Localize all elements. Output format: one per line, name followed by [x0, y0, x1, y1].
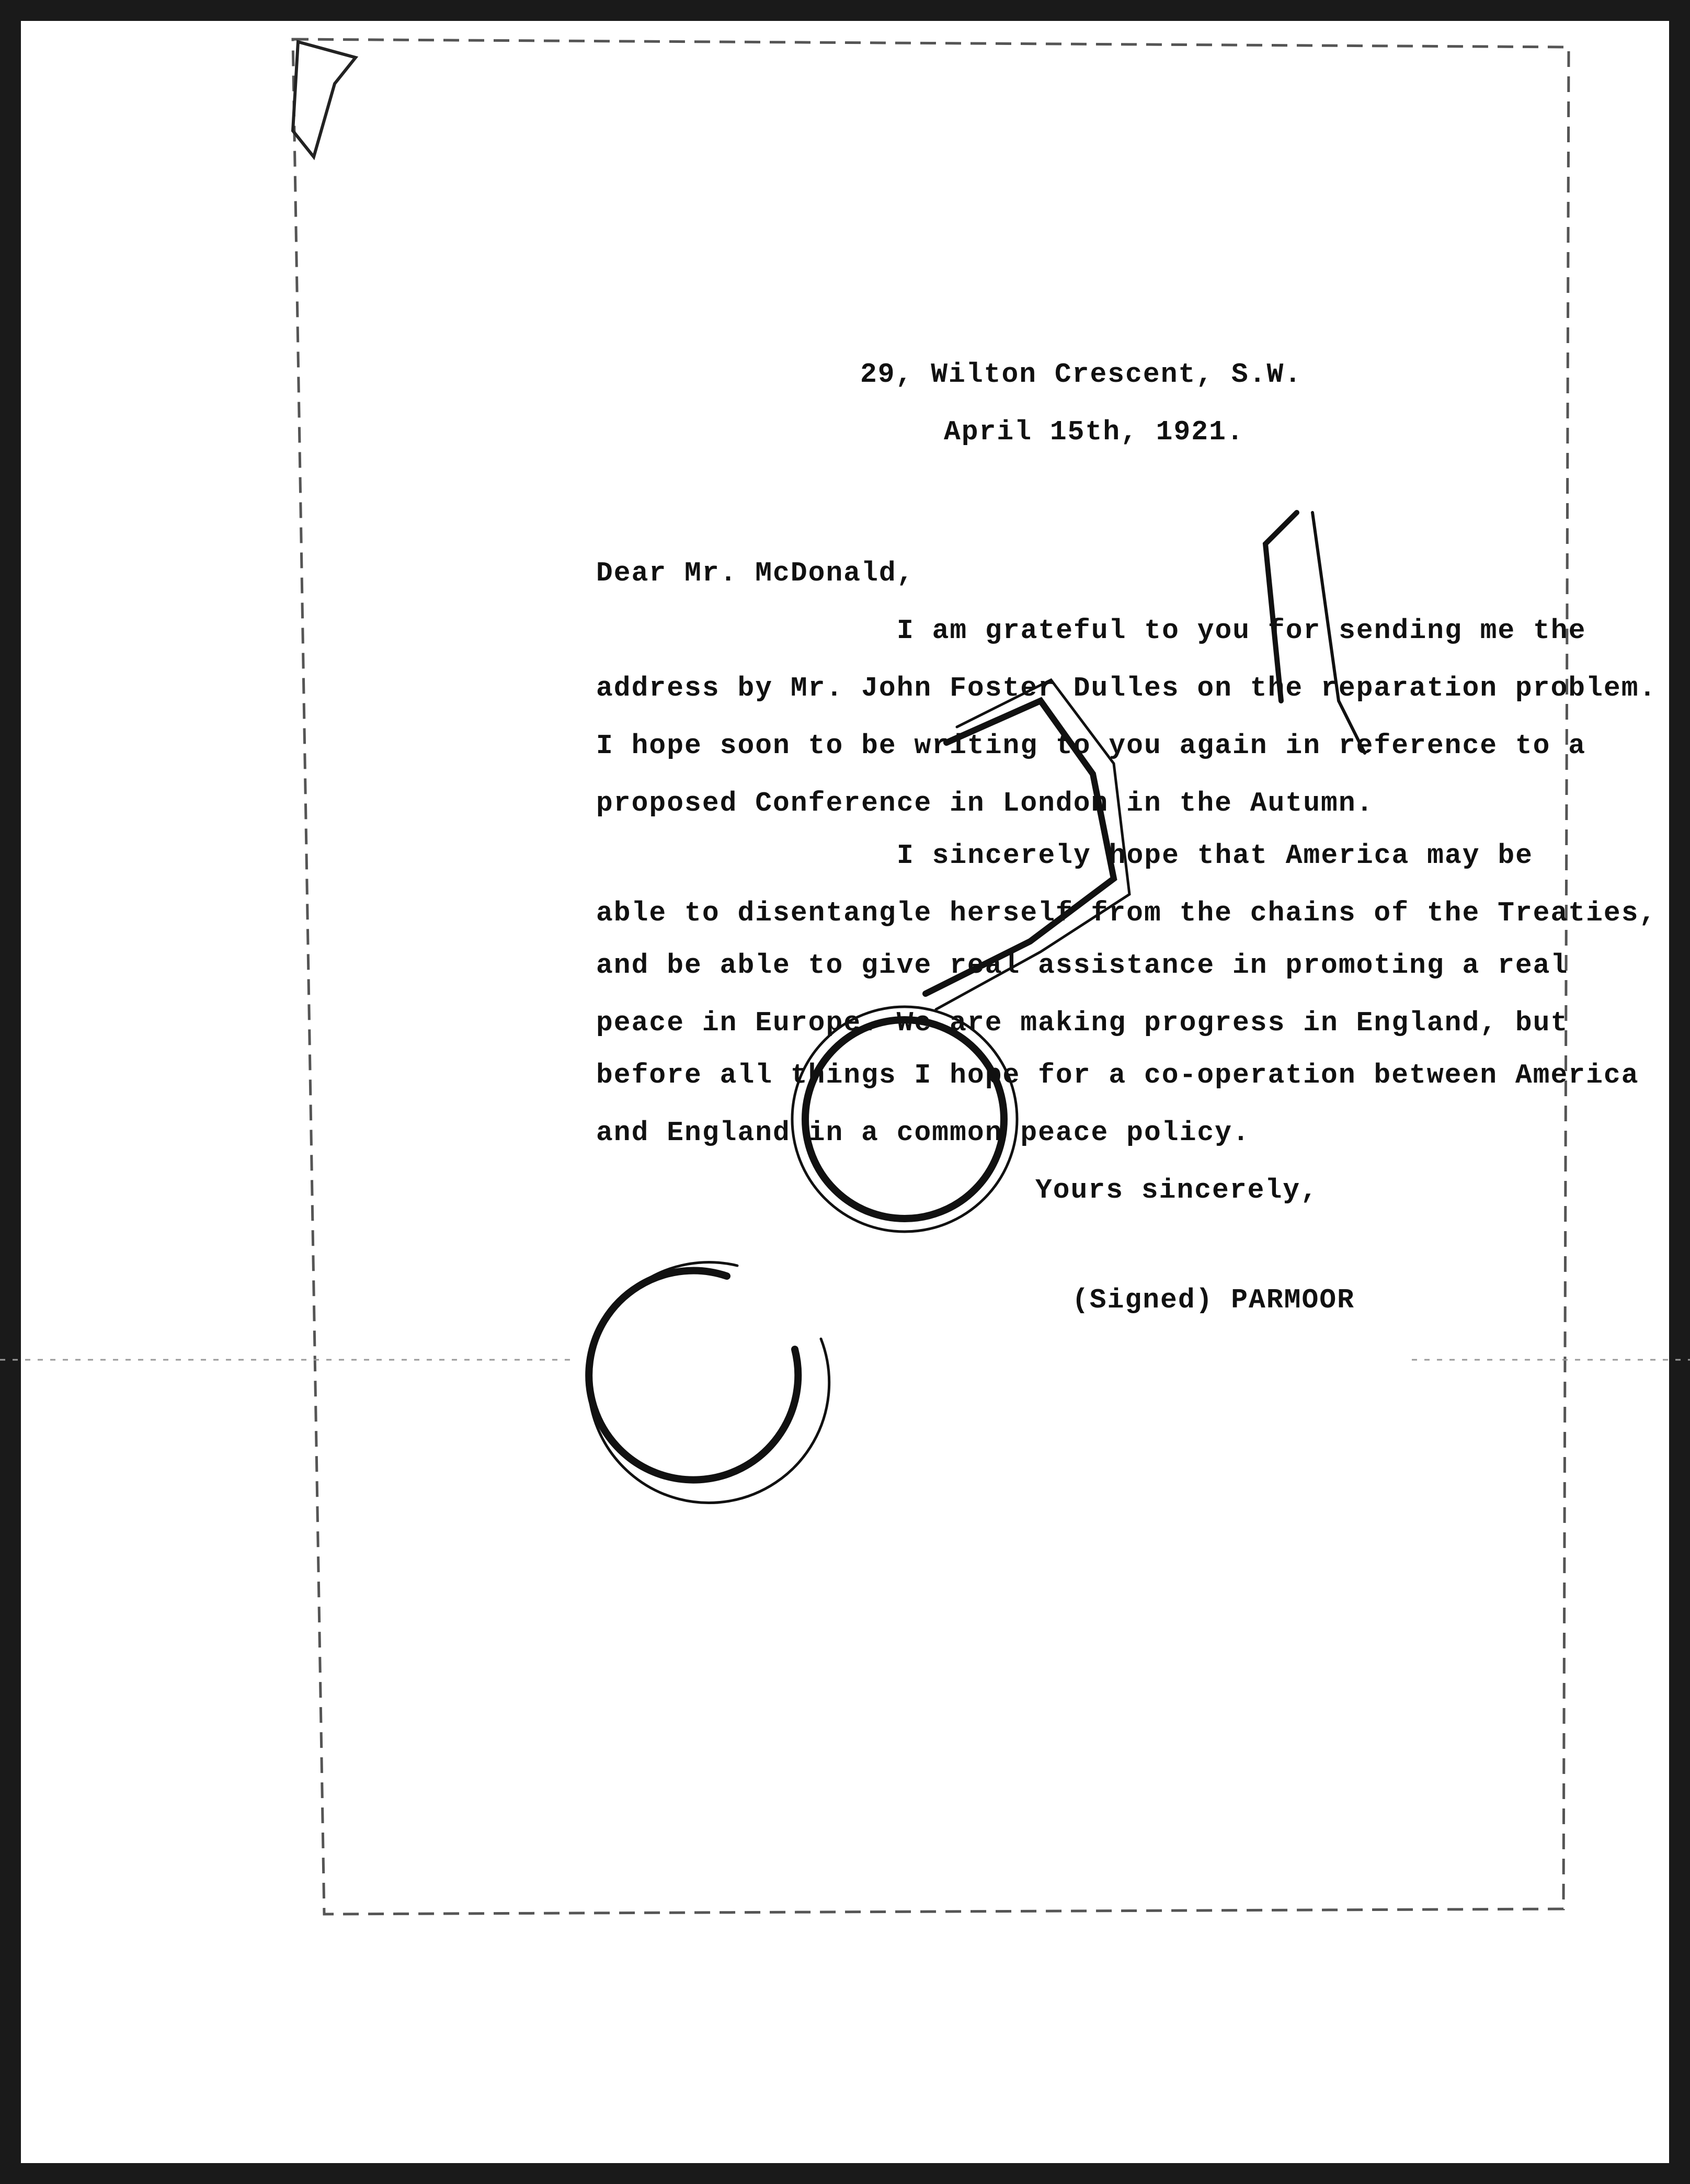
body-line: and England in a common peace policy.: [596, 1117, 1250, 1148]
address-line: 29, Wilton Crescent, S.W.: [860, 359, 1303, 390]
body-line: address by Mr. John Foster Dulles on the reparation problem.: [596, 673, 1657, 704]
body-line: proposed Conference in London in the Autumn.: [596, 788, 1374, 819]
body-line: I sincerely hope that America may be: [897, 840, 1533, 871]
body-line: able to disentangle herself from the chains of the Treaties,: [596, 897, 1657, 929]
closing: Yours sincerely,: [1035, 1175, 1318, 1206]
body-line: peace in Europe. We are making progress in England, but: [596, 1007, 1569, 1039]
signature-block: (Signed) PARMOOR: [1072, 1284, 1355, 1316]
salutation: Dear Mr. McDonald,: [596, 558, 915, 589]
body-line: and be able to give real assistance in promoting a real: [596, 950, 1569, 981]
date-line: April 15th, 1921.: [944, 416, 1244, 448]
body-line: I am grateful to you for sending me the: [897, 615, 1586, 646]
body-line: I hope soon to be writing to you again in reference to a: [596, 730, 1586, 761]
body-line: before all things I hope for a co-operation between America: [596, 1060, 1639, 1091]
